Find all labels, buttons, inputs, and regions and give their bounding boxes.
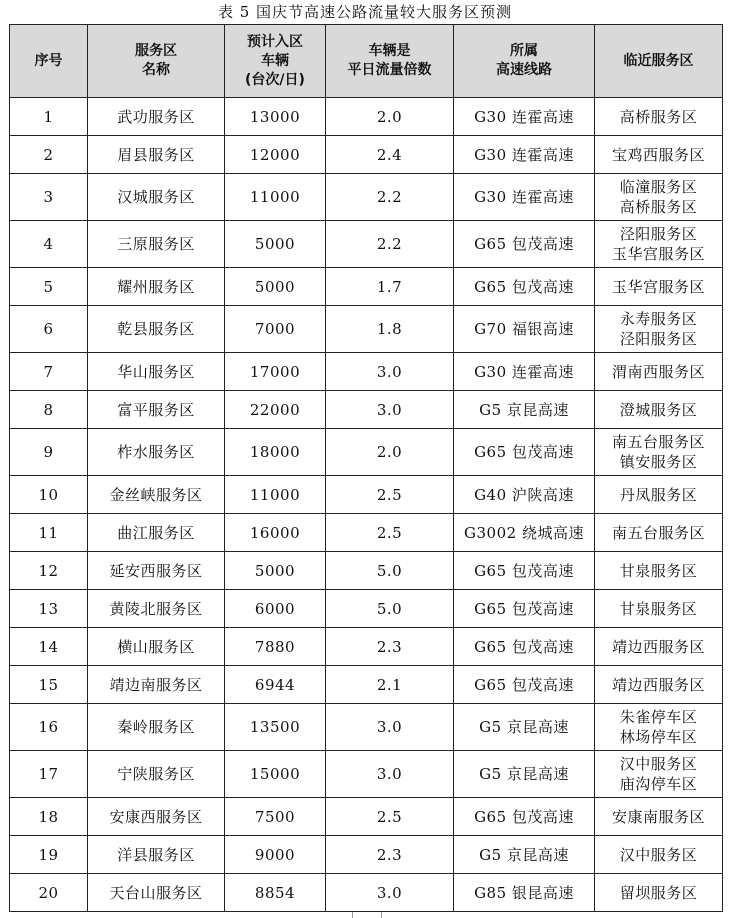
cell-nearby: [595, 704, 723, 751]
nearby-area: 玉华宫服务区: [611, 245, 705, 263]
cell-route: G65 包茂高速: [454, 552, 595, 590]
header-row: [10, 25, 723, 98]
nearby-area: 永寿服务区: [619, 310, 698, 328]
nearby-area: 丹凤服务区: [619, 485, 698, 504]
cell-no: 12: [10, 552, 88, 590]
nearby-area: 宝鸡西服务区: [611, 145, 705, 164]
cell-name: 天台山服务区: [88, 874, 225, 912]
nearby-area: 高桥服务区: [619, 107, 698, 126]
cell-no: 4: [10, 221, 88, 268]
cell-vehicles: 9000: [225, 836, 326, 874]
cell-vehicles: 7000: [225, 306, 326, 353]
nearby-area: 南五台服务区: [611, 433, 705, 451]
cell-vehicles: 8854: [225, 874, 326, 912]
cell-multiple: 3.0: [326, 391, 454, 429]
header-vehicles-line: 车辆: [261, 52, 289, 69]
cell-no: 15: [10, 666, 88, 704]
header-multiple-line: 车辆是: [368, 43, 411, 59]
service-area-table: [9, 24, 723, 912]
cell-no: 10: [10, 476, 88, 514]
table-row: [10, 836, 723, 874]
cell-vehicles: 13500: [225, 704, 326, 751]
nearby-area: 汉中服务区: [619, 755, 698, 773]
cell-multiple: 2.5: [326, 476, 454, 514]
cell-name: 华山服务区: [88, 353, 225, 391]
cell-name: 曲江服务区: [88, 514, 225, 552]
cell-vehicles: 11000: [225, 174, 326, 221]
cell-vehicles: 5000: [225, 552, 326, 590]
table-row: [10, 874, 723, 912]
cell-nearby: [595, 751, 723, 798]
cell-multiple: 2.3: [326, 628, 454, 666]
header-vehicles-line: (台次/日): [245, 71, 305, 88]
cell-name: 眉县服务区: [88, 136, 225, 174]
cell-nearby: [595, 476, 723, 514]
cell-multiple: 2.2: [326, 221, 454, 268]
cell-multiple: 2.4: [326, 136, 454, 174]
nearby-area: 靖边西服务区: [611, 637, 705, 656]
cell-multiple: 1.7: [326, 268, 454, 306]
cell-multiple: 2.2: [326, 174, 454, 221]
table-row: [10, 268, 723, 306]
cell-nearby: [595, 552, 723, 590]
cell-vehicles: 5000: [225, 268, 326, 306]
cell-name: 秦岭服务区: [88, 704, 225, 751]
cell-route: G30 连霍高速: [454, 174, 595, 221]
cell-nearby: [595, 98, 723, 136]
cell-no: 5: [10, 268, 88, 306]
nearby-area: 甘泉服务区: [619, 599, 698, 618]
cell-name: 耀州服务区: [88, 268, 225, 306]
cell-vehicles: 15000: [225, 751, 326, 798]
cell-nearby: [595, 514, 723, 552]
cell-nearby: [595, 628, 723, 666]
page-edge-mark: [381, 912, 382, 918]
cell-multiple: 2.5: [326, 798, 454, 836]
cell-nearby: [595, 306, 723, 353]
nearby-area: 安康南服务区: [611, 807, 705, 826]
header-no-line: 序号: [34, 52, 63, 69]
cell-vehicles: 18000: [225, 429, 326, 476]
cell-vehicles: 7500: [225, 798, 326, 836]
cell-no: 17: [10, 751, 88, 798]
nearby-area: 高桥服务区: [619, 198, 698, 216]
cell-nearby: [595, 221, 723, 268]
cell-route: G30 连霍高速: [454, 353, 595, 391]
cell-no: 1: [10, 98, 88, 136]
table-row: [10, 590, 723, 628]
cell-route: G70 福银高速: [454, 306, 595, 353]
header-multiple-line: 平日流量倍数: [347, 62, 432, 78]
cell-name: 延安西服务区: [88, 552, 225, 590]
table-row: [10, 704, 723, 751]
cell-nearby: [595, 590, 723, 628]
cell-no: 3: [10, 174, 88, 221]
cell-nearby: [595, 391, 723, 429]
cell-vehicles: 6944: [225, 666, 326, 704]
header-route-line: 高速线路: [496, 62, 552, 78]
cell-multiple: 2.0: [326, 98, 454, 136]
cell-nearby: [595, 136, 723, 174]
cell-vehicles: 17000: [225, 353, 326, 391]
table-row: [10, 391, 723, 429]
cell-name: 靖边南服务区: [88, 666, 225, 704]
cell-multiple: 2.5: [326, 514, 454, 552]
cell-name: 安康西服务区: [88, 798, 225, 836]
cell-no: 16: [10, 704, 88, 751]
table-row: [10, 174, 723, 221]
header-name: [88, 25, 225, 98]
table-row: [10, 798, 723, 836]
cell-nearby: [595, 429, 723, 476]
header-name-line: 服务区: [135, 43, 177, 59]
nearby-area: 渭南西服务区: [611, 362, 705, 381]
cell-no: 18: [10, 798, 88, 836]
table-row: [10, 98, 723, 136]
cell-no: 9: [10, 429, 88, 476]
cell-multiple: 2.1: [326, 666, 454, 704]
nearby-area: 朱雀停车区: [619, 708, 698, 726]
header-vehicles: [225, 25, 326, 98]
cell-no: 6: [10, 306, 88, 353]
cell-name: 武功服务区: [88, 98, 225, 136]
cell-multiple: 3.0: [326, 751, 454, 798]
cell-name: 宁陕服务区: [88, 751, 225, 798]
cell-no: 7: [10, 353, 88, 391]
cell-no: 8: [10, 391, 88, 429]
cell-multiple: 1.8: [326, 306, 454, 353]
cell-no: 14: [10, 628, 88, 666]
nearby-area: 临潼服务区: [619, 178, 698, 196]
cell-route: G65 包茂高速: [454, 798, 595, 836]
cell-route: G30 连霍高速: [454, 98, 595, 136]
cell-route: G30 连霍高速: [454, 136, 595, 174]
cell-nearby: [595, 836, 723, 874]
cell-vehicles: 12000: [225, 136, 326, 174]
cell-no: 13: [10, 590, 88, 628]
cell-multiple: 3.0: [326, 704, 454, 751]
table-row: [10, 353, 723, 391]
cell-route: G5 京昆高速: [454, 836, 595, 874]
cell-route: G65 包茂高速: [454, 268, 595, 306]
nearby-area: 甘泉服务区: [619, 561, 698, 580]
table-row: [10, 306, 723, 353]
cell-route: G65 包茂高速: [454, 429, 595, 476]
nearby-area: 留坝服务区: [619, 883, 698, 902]
cell-multiple: 2.0: [326, 429, 454, 476]
nearby-area: 玉华宫服务区: [611, 277, 705, 296]
header-nearby: [595, 25, 723, 98]
cell-vehicles: 11000: [225, 476, 326, 514]
nearby-area: 庙沟停车区: [619, 775, 698, 793]
nearby-area: 泾阳服务区: [619, 330, 698, 348]
cell-multiple: 5.0: [326, 590, 454, 628]
cell-name: 横山服务区: [88, 628, 225, 666]
cell-nearby: [595, 798, 723, 836]
nearby-area: 林场停车区: [619, 728, 698, 746]
cell-name: 金丝峡服务区: [88, 476, 225, 514]
header-vehicles-line: 预计入区: [247, 33, 303, 50]
cell-multiple: 5.0: [326, 552, 454, 590]
nearby-area: 汉中服务区: [619, 845, 698, 864]
table-row: [10, 628, 723, 666]
cell-vehicles: 22000: [225, 391, 326, 429]
cell-name: 富平服务区: [88, 391, 225, 429]
cell-nearby: [595, 268, 723, 306]
cell-name: 洋县服务区: [88, 836, 225, 874]
cell-route: G65 包茂高速: [454, 590, 595, 628]
header-no: [10, 25, 88, 98]
page-edge-marks: [0, 912, 730, 918]
cell-route: G85 银昆高速: [454, 874, 595, 912]
header-multiple: [326, 25, 454, 98]
cell-multiple: 2.3: [326, 836, 454, 874]
cell-multiple: 3.0: [326, 874, 454, 912]
table-row: [10, 751, 723, 798]
cell-name: 黄陵北服务区: [88, 590, 225, 628]
cell-vehicles: 16000: [225, 514, 326, 552]
table-body: [10, 98, 723, 912]
cell-nearby: [595, 874, 723, 912]
nearby-area: 澄城服务区: [619, 400, 698, 419]
cell-route: G5 京昆高速: [454, 704, 595, 751]
cell-route: G5 京昆高速: [454, 391, 595, 429]
table-row: [10, 429, 723, 476]
cell-no: 20: [10, 874, 88, 912]
table-row: [10, 136, 723, 174]
table-row: [10, 666, 723, 704]
cell-name: 乾县服务区: [88, 306, 225, 353]
table-row: [10, 552, 723, 590]
header-name-line: 名称: [142, 62, 170, 78]
header-route-line: 所属: [510, 43, 538, 59]
cell-route: G65 包茂高速: [454, 628, 595, 666]
cell-nearby: [595, 666, 723, 704]
cell-route: G5 京昆高速: [454, 751, 595, 798]
nearby-area: 泾阳服务区: [619, 225, 698, 243]
table-row: [10, 514, 723, 552]
table-row: [10, 476, 723, 514]
cell-route: G65 包茂高速: [454, 666, 595, 704]
table-row: [10, 221, 723, 268]
cell-route: G65 包茂高速: [454, 221, 595, 268]
nearby-area: 南五台服务区: [611, 523, 705, 542]
cell-no: 11: [10, 514, 88, 552]
cell-no: 19: [10, 836, 88, 874]
cell-no: 2: [10, 136, 88, 174]
cell-vehicles: 6000: [225, 590, 326, 628]
nearby-area: 靖边西服务区: [611, 675, 705, 694]
cell-nearby: [595, 174, 723, 221]
page-edge-mark: [352, 912, 353, 918]
cell-name: 柞水服务区: [88, 429, 225, 476]
cell-vehicles: 13000: [225, 98, 326, 136]
header-route: [454, 25, 595, 98]
cell-name: 三原服务区: [88, 221, 225, 268]
table-caption: 表 5 国庆节高速公路流量较大服务区预测: [217, 3, 513, 21]
cell-route: G3002 绕城高速: [454, 514, 595, 552]
cell-vehicles: 5000: [225, 221, 326, 268]
cell-multiple: 3.0: [326, 353, 454, 391]
cell-name: 汉城服务区: [88, 174, 225, 221]
cell-vehicles: 7880: [225, 628, 326, 666]
nearby-area: 镇安服务区: [619, 453, 698, 471]
cell-nearby: [595, 353, 723, 391]
cell-route: G40 沪陕高速: [454, 476, 595, 514]
header-nearby-line: 临近服务区: [623, 52, 694, 69]
